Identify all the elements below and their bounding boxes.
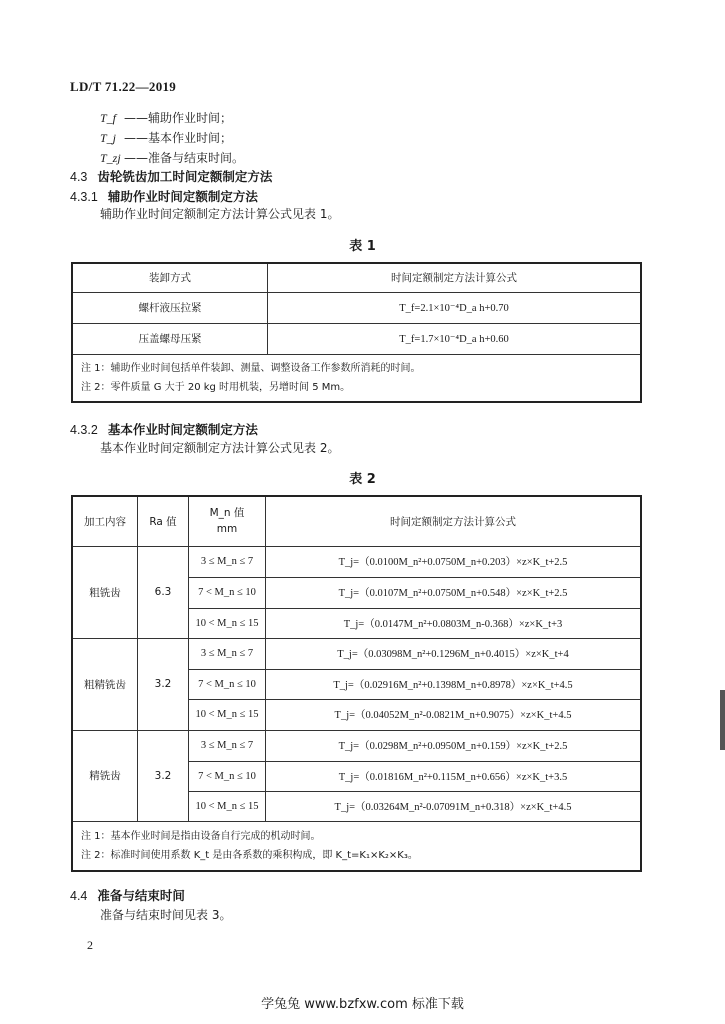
range-cell: 3 ≤ M_n ≤ 7 [189, 546, 266, 577]
section-title: 基本作业时间定额制定方法 [107, 422, 258, 437]
table1 [71, 262, 642, 403]
table-row [72, 730, 641, 761]
formula-cell: T_j=（0.04052M_n²-0.0821M_n+0.9075）×z×K_t+4.5 [266, 699, 642, 730]
section-4-3-2-heading [70, 420, 258, 438]
paragraph-table3-ref: 准备与结束时间见表 3。 [100, 908, 232, 922]
formula-cell: T_j=（0.0298M_n²+0.0950M_n+0.159）×z×K_t+2.5 [266, 730, 642, 761]
table1-note-1: 注 1：辅助作业时间包括单件装卸、测量、调整设备工作参数所消耗的时间。 [81, 362, 421, 374]
group-content-cell: 精铣齿 [72, 730, 138, 821]
formula-cell: T_j=（0.0147M_n²+0.0803M_n-0.368）×z×K_t+3 [266, 608, 642, 638]
section-title: 辅助作业时间定额制定方法 [107, 189, 258, 204]
section-number: 4.4 [70, 889, 88, 903]
watermark-footer: 学兔兔 www.bzfxw.com 标准下载 [261, 997, 464, 1012]
formula-cell: T_j=（0.0107M_n²+0.0750M_n+0.548）×z×K_t+2.5 [266, 577, 642, 608]
section-title: 准备与结束时间 [97, 888, 185, 903]
standard-code-header: LD/T 71.22—2019 [70, 79, 177, 94]
table1-header-formula: 时间定额制定方法计算公式 [268, 263, 642, 292]
scan-edge-mark [720, 690, 725, 750]
table-row [72, 638, 641, 669]
table1-method-cell: 压盖螺母压紧 [72, 323, 268, 354]
paragraph-table1-ref: 辅助作业时间定额制定方法计算公式见表 1。 [100, 207, 340, 221]
group-ra-cell: 3.2 [138, 730, 189, 821]
range-cell: 7 < M_n ≤ 10 [189, 761, 266, 791]
group-ra-cell: 6.3 [138, 546, 189, 638]
mn-header-label: M_n 值 [209, 507, 245, 520]
table2-caption: 表 2 [349, 472, 376, 487]
group-content-cell: 粗铣齿 [72, 546, 138, 638]
table1-caption: 表 1 [349, 239, 376, 254]
table-row [72, 546, 641, 577]
range-cell: 3 ≤ M_n ≤ 7 [189, 730, 266, 761]
table2-header-formula: 时间定额制定方法计算公式 [266, 496, 642, 546]
definition-text: ——辅助作业时间； [124, 111, 233, 125]
section-number: 4.3.2 [70, 423, 98, 437]
table1-formula-cell: T_f=2.1×10⁻⁴D_a h+0.70 [268, 292, 642, 323]
table1-notes [72, 354, 641, 402]
table1-note-2: 注 2：零件质量 G 大于 20 kg 时用机装，另增时间 5 Mm。 [81, 381, 351, 393]
table-row [72, 292, 641, 323]
table2-note-1: 注 1：基本作业时间是指由设备自行完成的机动时间。 [81, 830, 321, 842]
definition-symbol: T_j [100, 131, 117, 145]
definition-symbol: T_f [100, 111, 117, 125]
section-title: 齿轮铣齿加工时间定额制定方法 [97, 169, 273, 184]
section-4-3-1-heading [70, 187, 258, 205]
formula-cell: T_j=（0.0100M_n²+0.0750M_n+0.203）×z×K_t+2.5 [266, 546, 642, 577]
formula-cell: T_j=（0.01816M_n²+0.115M_n+0.656）×z×K_t+3.5 [266, 761, 642, 791]
formula-cell: T_j=（0.03098M_n²+0.1296M_n+0.4015）×z×K_t+4 [266, 638, 642, 669]
definition-tj [100, 128, 244, 148]
table-row [72, 323, 641, 354]
definition-symbol: T_zj [100, 151, 121, 165]
table2-note-2: 注 2：标准时间使用系数 K_t 是由各系数的乘积构成，即 K_t=K₁×K₂×K₃。 [81, 849, 418, 861]
range-cell: 10 < M_n ≤ 15 [189, 791, 266, 821]
formula-cell: T_j=（0.03264M_n²-0.07091M_n+0.318）×z×K_t+4.5 [266, 791, 642, 821]
section-number: 4.3 [70, 170, 88, 184]
section-4-4-heading [70, 886, 185, 904]
range-cell: 10 < M_n ≤ 15 [189, 608, 266, 638]
definition-text: ——基本作业时间； [124, 131, 233, 145]
table1-formula-cell: T_f=1.7×10⁻⁴D_a h+0.60 [268, 323, 642, 354]
group-ra-cell: 3.2 [138, 638, 189, 730]
mn-header-unit: mm [216, 523, 238, 536]
table2 [71, 495, 642, 872]
definition-text: ——准备与结束时间。 [124, 151, 245, 165]
formula-cell: T_j=（0.02916M_n²+0.1398M_n+0.8978）×z×K_t+4.5 [266, 669, 642, 699]
range-cell: 7 < M_n ≤ 10 [189, 669, 266, 699]
page-number: 2 [87, 938, 93, 952]
range-cell: 10 < M_n ≤ 15 [189, 699, 266, 730]
definition-tf [100, 108, 244, 128]
table2-notes [72, 821, 641, 871]
table1-method-cell: 螺杆液压拉紧 [72, 292, 268, 323]
table2-header-content: 加工内容 [72, 496, 138, 546]
symbol-definitions [100, 108, 244, 168]
table1-header-method: 装卸方式 [72, 263, 268, 292]
table2-header-mn [189, 496, 266, 546]
range-cell: 3 ≤ M_n ≤ 7 [189, 638, 266, 669]
range-cell: 7 < M_n ≤ 10 [189, 577, 266, 608]
section-4-3-heading [70, 167, 272, 185]
paragraph-table2-ref: 基本作业时间定额制定方法计算公式见表 2。 [100, 441, 340, 455]
definition-tzj [100, 148, 244, 168]
section-number: 4.3.1 [70, 190, 98, 204]
group-content-cell: 粗精铣齿 [72, 638, 138, 730]
table2-header-ra: Ra 值 [138, 496, 189, 546]
